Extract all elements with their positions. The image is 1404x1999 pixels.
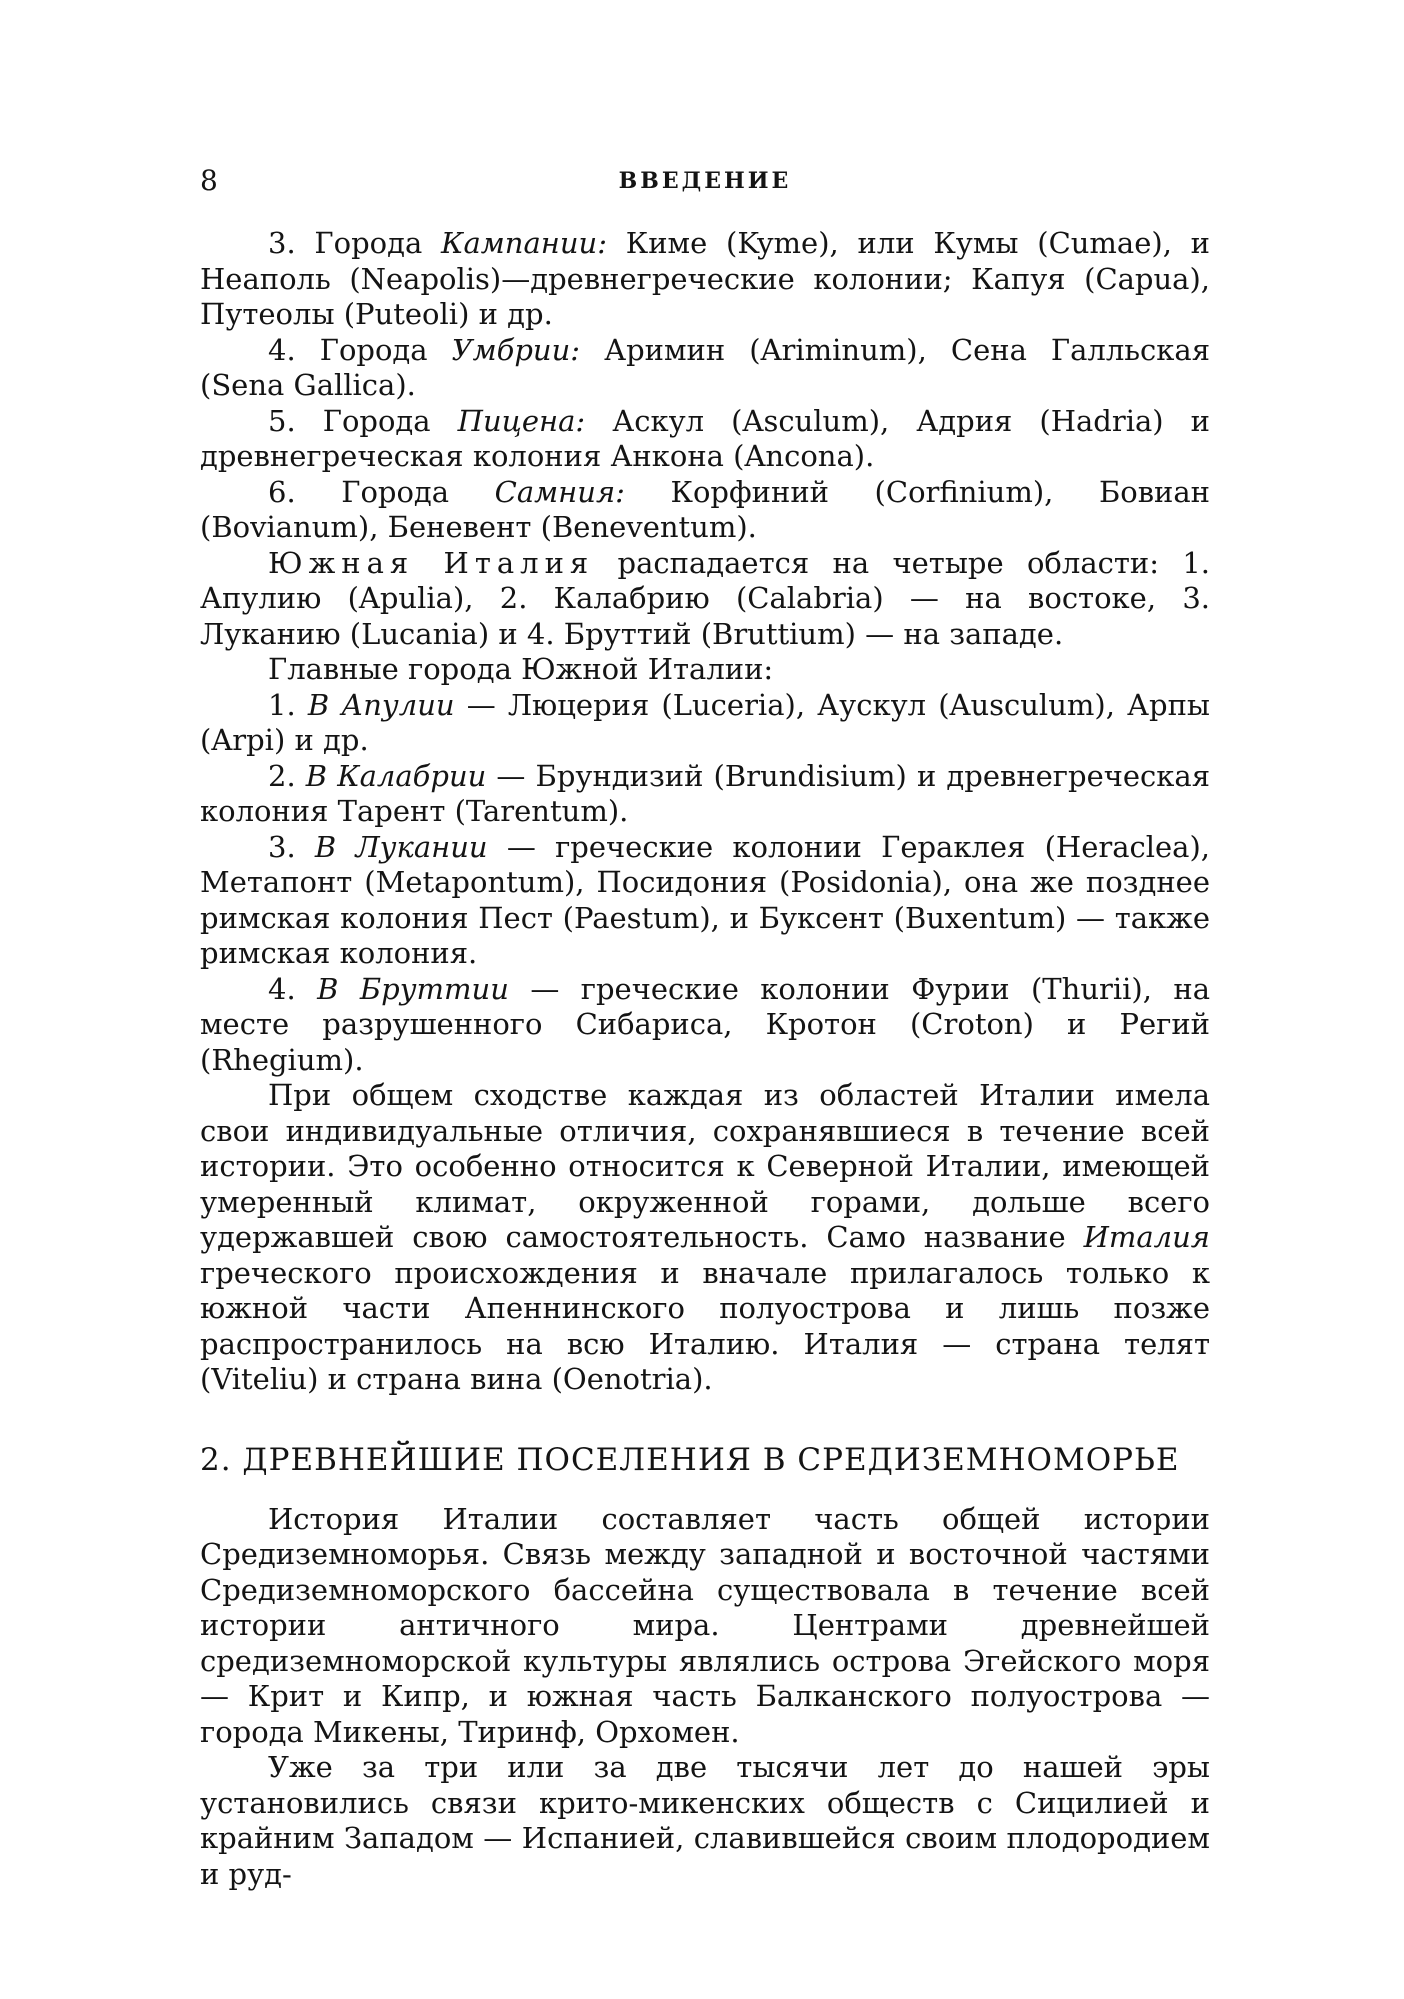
running-head: ВВЕДЕНИЕ <box>618 168 792 194</box>
list-number: 4. <box>268 971 318 1006</box>
paragraph-text: Аскул (Asculum), Адрия (Hadria) и древнегреческая колония Анкона (Ancona). <box>200 403 1211 473</box>
page-body <box>200 226 1210 1892</box>
list-number: 3. Города <box>268 226 442 260</box>
paragraph-text: — греческие колонии Фурии (Thurii), на месте разрушенного Сибариса, Кротон (Croton) и Регий (Rhegium). <box>200 971 1210 1077</box>
paragraph-lucania <box>200 830 1210 972</box>
paragraph-text: Аримин (Ariminum), Сена Галльская (Sena Gallica). <box>200 332 1211 402</box>
spaced-term: Южная Италия <box>268 545 595 580</box>
paragraph-text: — Брундизий (Brundisium) и древнегреческая колония Тарент (Tarentum). <box>200 758 1211 828</box>
paragraph-picenum <box>200 404 1210 475</box>
region-name: В Калабрии <box>305 758 487 793</box>
region-name: Самния: <box>494 474 625 509</box>
paragraph-campania <box>200 226 1210 333</box>
list-number: 5. Города <box>268 403 458 438</box>
page-number: 8 <box>200 164 218 197</box>
paragraph-calabria <box>200 759 1210 830</box>
paragraph-crete-mycenae: Уже за три или за две тысячи лет до нашей эры установились связи крито-микенских обществ с Сицилией и крайним Западом — Испанией, славившейся своим плодородием и руд- <box>200 1750 1210 1891</box>
paragraph-samnium <box>200 475 1210 546</box>
paragraph-text: — Люцерия (Luceria), Аускул (Ausculum), Арпы (Arpi) и др. <box>200 687 1210 757</box>
paragraph-bruttium <box>200 972 1210 1079</box>
region-name: В Лукании <box>314 829 488 864</box>
paragraph-text: греческого происхождения и вначале прилагалось только к южной части Апеннинского полуострова и лишь позже распространилось на всю Италию. Италия — страна телят (Viteliu) и страна вина (Oenotria). <box>200 1255 1210 1396</box>
page-header <box>200 164 1210 204</box>
paragraph-italy-regions <box>200 1078 1210 1398</box>
list-number: 3. <box>268 829 315 864</box>
region-name: Пицена: <box>457 403 586 438</box>
list-number: 2. <box>268 758 306 793</box>
section-heading: 2. ДРЕВНЕЙШИЕ ПОСЕЛЕНИЯ В СРЕДИЗЕМНОМОРЬЕ <box>200 1441 1180 1478</box>
paragraph-text: распадается на четыре области: 1. Апулию (Apulia), 2. Калабрию (Calabria) — на востоке, 3. Луканию (Lucania) и 4. Бруттий (Bruttium) — на западе. <box>200 545 1210 651</box>
paragraph-text: Киме (Kyme), или Кумы (Cumae), и Неаполь (Neapolis)—древнегреческие колонии; Капуя (Capua), Путеолы (Puteoli) и др. <box>200 226 1211 331</box>
paragraph-text: Корфиний (Corfinium), Бовиан (Bovianum), Беневент (Beneventum). <box>200 474 1211 544</box>
region-name: Кампании: <box>441 226 608 260</box>
region-name: Умбрии: <box>451 332 581 367</box>
paragraph-southern-italy <box>200 546 1210 653</box>
italic-term: Италия <box>1083 1220 1210 1254</box>
region-name: В Апулии <box>307 687 455 722</box>
paragraph-text: Главные города Южной Италии: <box>268 652 774 686</box>
region-name: В Бруттии <box>317 971 509 1006</box>
list-number: 4. Города <box>268 332 452 367</box>
paragraph-mediterranean-history: История Италии составляет часть общей истории Средиземноморья. Связь между западной и восточной частями Средиземноморского бассейна существовала в течение всей истории античного мира. Центрами древнейшей средиземноморской культуры являлись острова Эгейского моря — Крит и Кипр, и южная часть Балканского полуострова — города Микены, Тиринф, Орхомен. <box>200 1501 1210 1749</box>
paragraph-main-cities <box>200 652 1210 688</box>
list-number: 1. <box>268 687 308 722</box>
paragraph-text: При общем сходстве каждая из областей Италии имела свои индивидуальные отличия, сохранявшиеся в течение всей истории. Это особенно относится к Северной Италии, имеющей умеренный климат, окруженной горами, дольше всего удержавшей свою самостоятельность. Само название <box>200 1078 1210 1254</box>
list-number: 6. Города <box>268 474 495 509</box>
paragraph-apulia <box>200 688 1210 759</box>
paragraph-text: — греческие колонии Гераклея (Heraclea), Метапонт (Metapontum), Посидония (Posidonia), она же позднее римская колония Пест (Paestum), и Буксент (Buxentum) — также римская колония. <box>200 829 1211 970</box>
paragraph-umbria <box>200 333 1210 404</box>
